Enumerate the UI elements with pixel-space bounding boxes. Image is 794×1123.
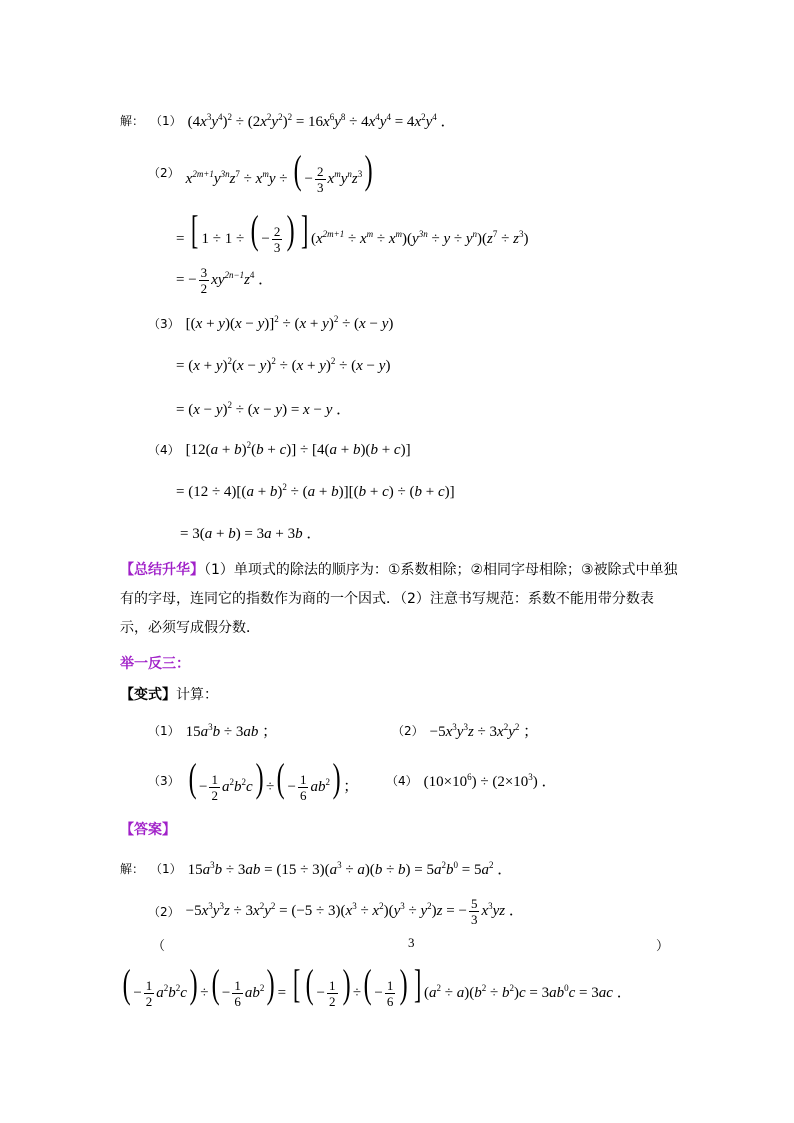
equation: $x^{2m+1}y^{3n}z^7 \div x^my$ ÷ ( − $\frac{2}{3}$ $x^my^nz^3$) bbox=[185, 147, 373, 196]
equation: ( − $\frac{1}{2}$ $a^2b^2c$) ÷( − $\frac{1}{6}$ $ab^2$) = [ ( − $\frac{1}{2}$ ) ÷( − $\frac{1}{6}$ ) ] $(a^2 \div a)(b^2 \div b^2)c = 3ab^0c = 3ac$ ． bbox=[122, 961, 632, 1010]
equation: = $(x - y)^2 \div (x - y) = x - y$ ． bbox=[176, 400, 352, 418]
equation: $(4x^3y^4)^2 \div (2x^2y^2)^2 = 16x^6y^8 \div 4x^4y^4 = 4x^2y^4$ ． bbox=[187, 112, 456, 130]
practice-heading-text: 举一反三： bbox=[120, 656, 190, 672]
item-label: （1） bbox=[148, 724, 180, 738]
item-label: （4） bbox=[148, 443, 180, 457]
equation: $-5x^3y^3z \div 3x^2y^2$ ； bbox=[429, 722, 539, 740]
answer-line-1 bbox=[120, 858, 512, 879]
solution-line-1 bbox=[120, 110, 456, 131]
equation: $(10\times 10^6) \div (2\times 10^3)$ ． bbox=[423, 772, 557, 790]
jie-label: 解： bbox=[120, 862, 145, 876]
solution-line-2c bbox=[176, 266, 273, 295]
answer-line-3 bbox=[120, 961, 632, 1010]
equation: = $(x + y)^2(x - y)^2 \div (x + y)^2 \div (x - y)$ bbox=[176, 356, 391, 374]
equation: $-5x^3y^3z \div 3x^2y^2 = (-5 \div 3)(x^3 \div x^2)(y^3 \div y^2)z$ = − $\frac{5}{3}$ $x^3yz$ ． bbox=[185, 896, 524, 927]
equation: = $(12 \div 4)[(a + b)^2 \div (a + b)][(b + c) \div (b + c)]$ bbox=[176, 482, 455, 500]
item-label: （2） bbox=[148, 165, 180, 180]
practice-item-3 bbox=[148, 755, 359, 804]
summary-paragraph bbox=[120, 556, 680, 643]
solution-line-2b bbox=[176, 207, 529, 256]
solution-line-4c bbox=[180, 522, 321, 543]
solution-line-4a bbox=[148, 440, 411, 459]
variant-line bbox=[120, 684, 218, 704]
practice-item-2 bbox=[392, 720, 538, 741]
paren-open: （ bbox=[152, 939, 166, 954]
summary-text: （1）单项式的除法的顺序为：①系数相除；②相同字母相除；③被除式中单独有的字母，连同它的指数作为商的一个因式．（2）注意书写规范：系数不能用带分数表示，必须写成假分数． bbox=[120, 562, 678, 636]
variant-tag: 【变式】 bbox=[120, 687, 176, 703]
answer-heading bbox=[120, 819, 176, 839]
solution-line-3b bbox=[176, 356, 390, 375]
item-label: （3） bbox=[148, 773, 180, 788]
equation: $[12(a + b)^2(b + c)] \div [4(a + b)(b + c)]$ bbox=[185, 440, 411, 458]
item-label: （1） bbox=[150, 114, 182, 128]
practice-item-1 bbox=[148, 720, 277, 741]
item-label: （2） bbox=[392, 724, 424, 738]
variant-text: 计算： bbox=[176, 687, 218, 703]
equation: ( − $\frac{1}{2}$ $a^2b^2c$) ÷( − $\frac{1}{6}$ $ab^2$) ； bbox=[188, 755, 359, 804]
summary-tag: 【总结升华】 bbox=[120, 562, 204, 578]
equation: $15a^3b \div 3ab = (15 \div 3)(a^3 \div a)(b \div b) = 5a^2b^0 = 5a^2$ ． bbox=[187, 860, 513, 878]
item-label: （1） bbox=[150, 862, 182, 876]
practice-heading bbox=[120, 653, 190, 673]
equation: $15a^3b \div 3ab$ ； bbox=[185, 722, 278, 740]
item-label: （2） bbox=[148, 905, 180, 919]
solution-line-3a bbox=[148, 314, 393, 333]
practice-item-4 bbox=[386, 770, 557, 791]
solution-line-2a bbox=[148, 147, 376, 196]
answer-tag: 【答案】 bbox=[120, 822, 176, 838]
item-label: （4） bbox=[386, 774, 418, 788]
equation: = 3(a + b) = 3a + 3b ． bbox=[180, 526, 322, 542]
paren-close: ） bbox=[656, 939, 670, 954]
solution-line-3c bbox=[176, 398, 351, 419]
equation: $[(x + y)(x - y)]^2 \div (x + y)^2 \div (x - y)$ bbox=[185, 314, 394, 332]
equation: = − $\frac{3}{2}$ $xy^{2n-1}z^4$ ． bbox=[176, 265, 274, 296]
answer-line-2 bbox=[148, 897, 524, 926]
equation: = [ 1 ÷ 1 ÷ ( − $\frac{2}{3}$ ) ] $(x^{2m+1} \div x^m \div x^m)(y^{3n} \div y \div y^n)(z^7 \div z^3)$ bbox=[176, 207, 529, 256]
jie-label: 解： bbox=[120, 114, 145, 128]
solution-line-4b bbox=[176, 482, 455, 501]
paren-number: 3 bbox=[408, 935, 415, 950]
item-label: （3） bbox=[148, 317, 180, 331]
